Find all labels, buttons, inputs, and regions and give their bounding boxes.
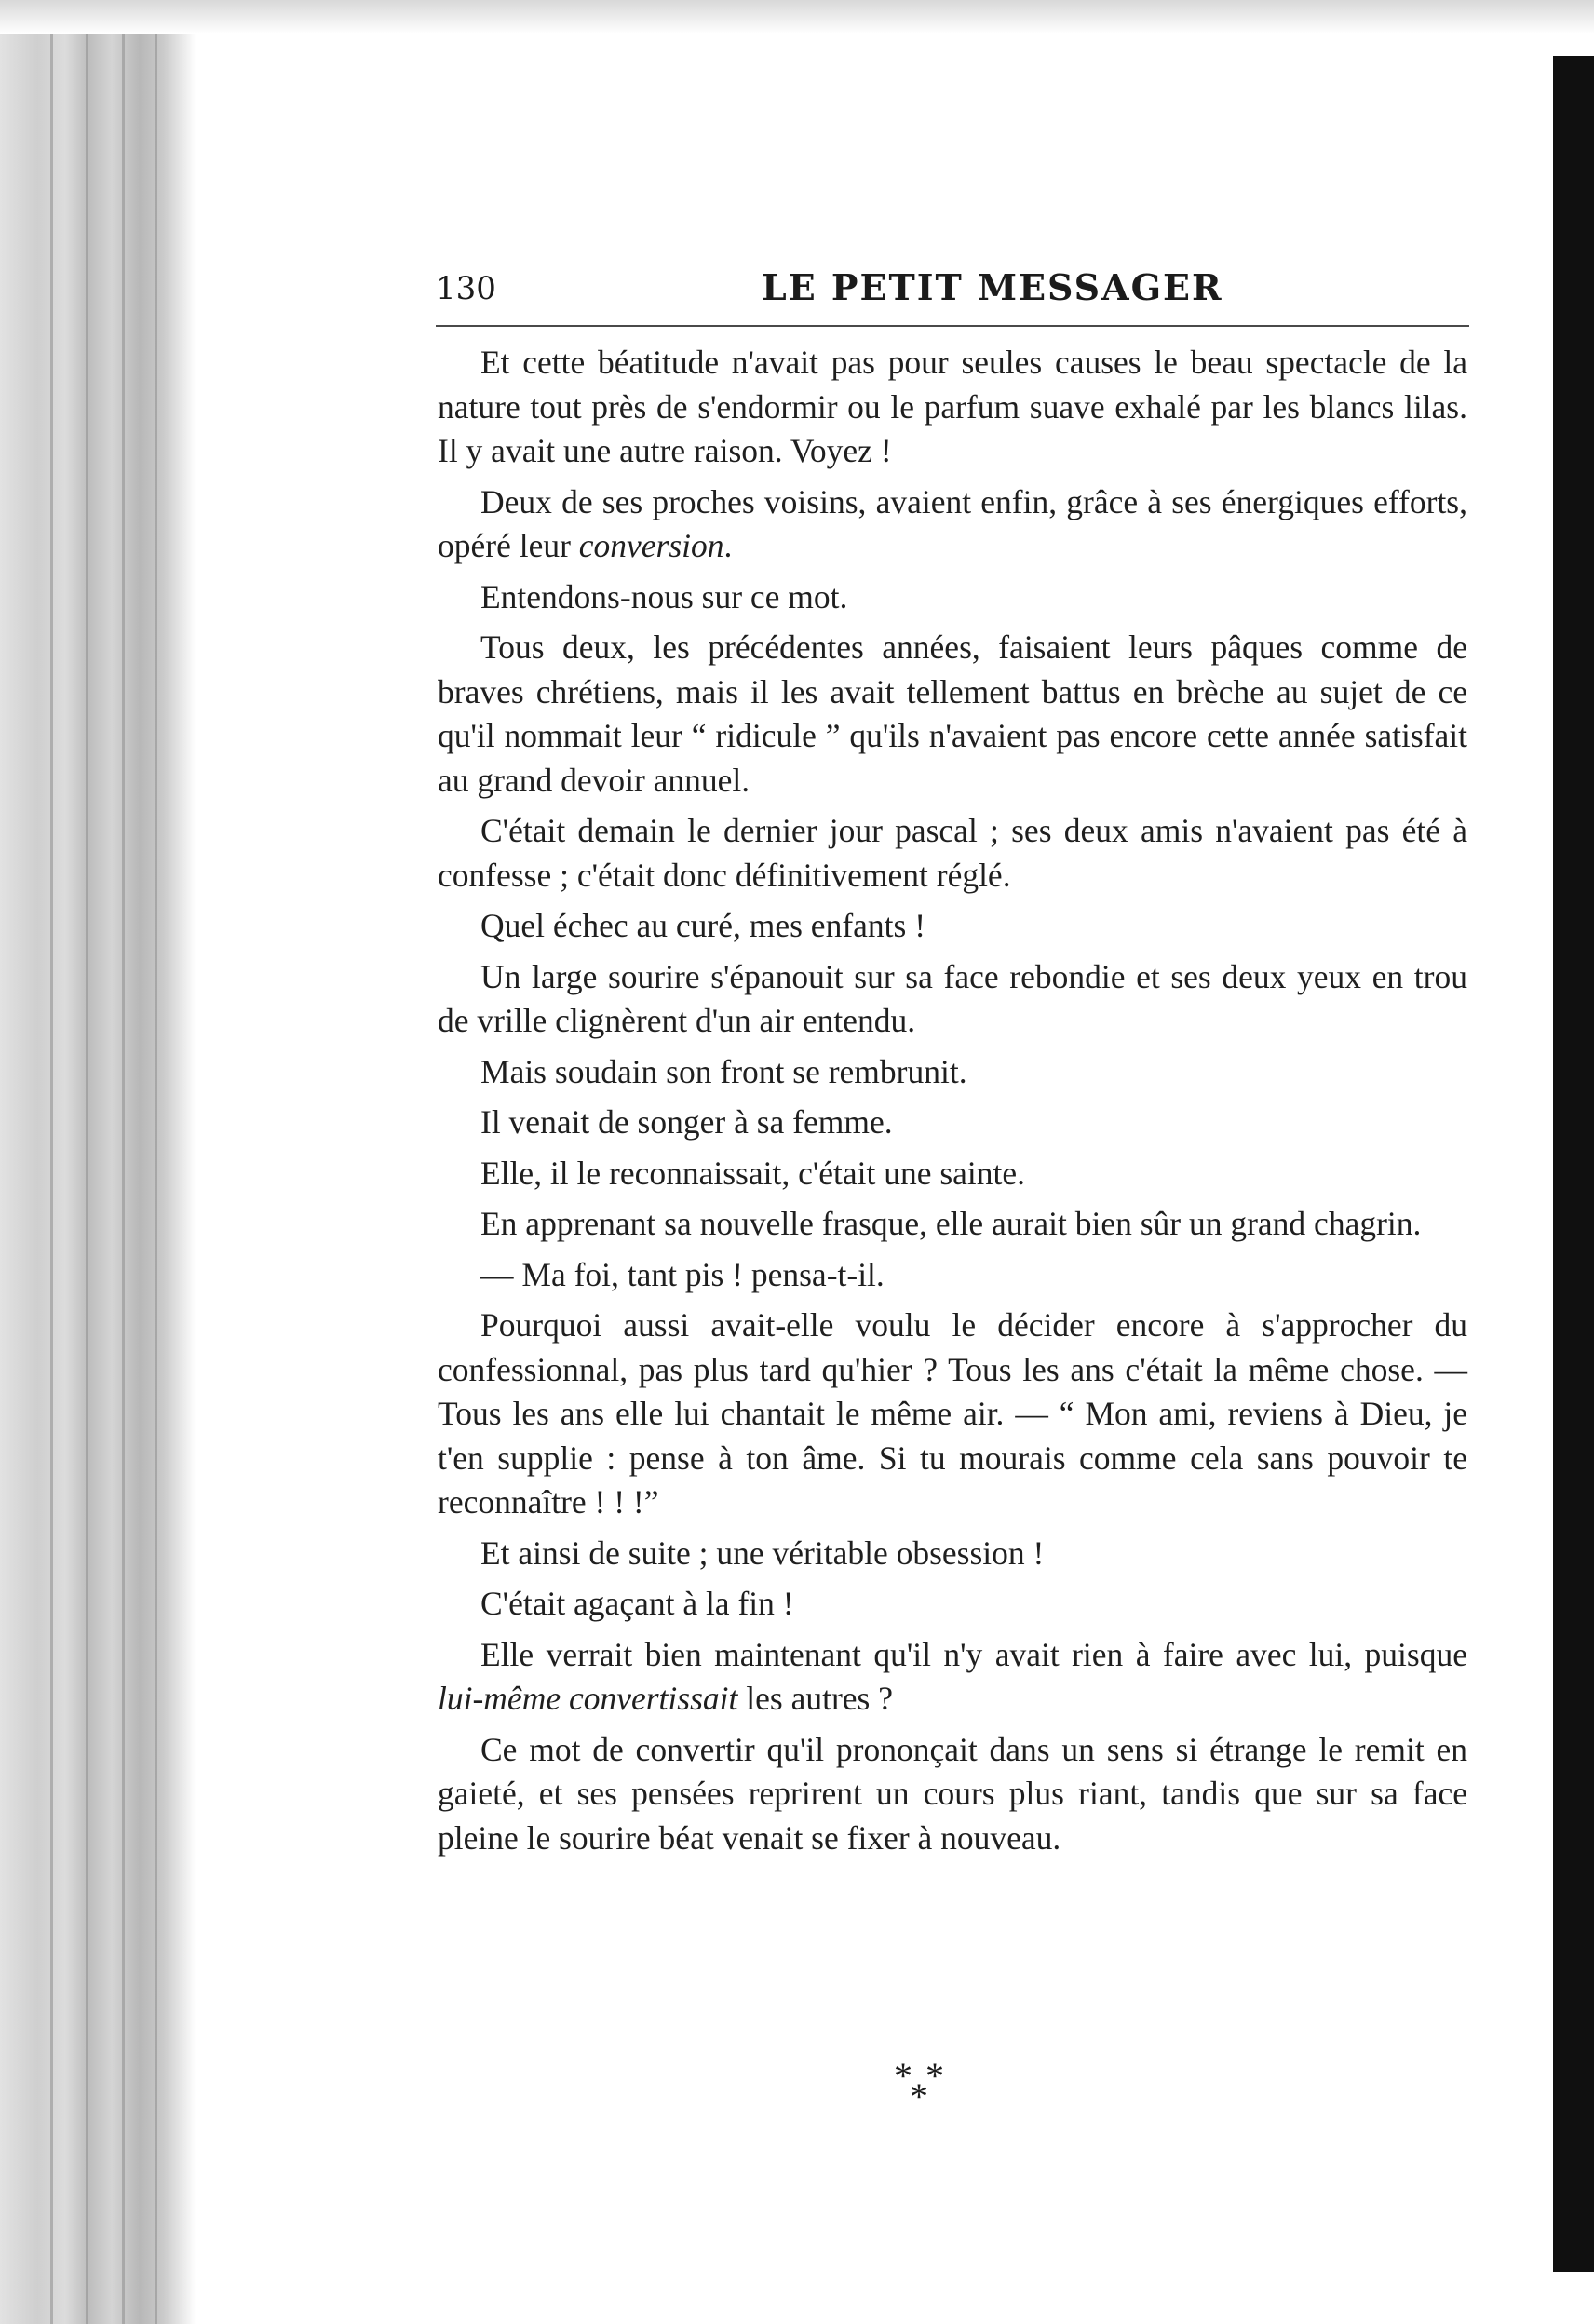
paragraph: Deux de ses proches voisins, avaient enfin, grâce à ses énergiques efforts, opéré leur conversion. bbox=[438, 482, 1467, 564]
running-title: LE PETIT MESSAGER bbox=[762, 266, 1223, 308]
running-head bbox=[436, 263, 1469, 318]
paragraph: En apprenant sa nouvelle frasque, elle aurait bien sûr un grand chagrin. bbox=[480, 1205, 1422, 1242]
italic-emphasis: conversion bbox=[578, 527, 724, 564]
paragraph: Mais soudain son front se rembrunit. bbox=[480, 1052, 967, 1090]
paragraph: C'était demain le dernier jour pascal ; ses deux amis n'avaient pas été à confesse ; c'était donc définitivement réglé. bbox=[438, 812, 1467, 894]
paragraph: Un large sourire s'épanouit sur sa face rebondie et ses deux yeux en trou de vrille clignèrent d'un air entendu. bbox=[438, 957, 1467, 1039]
paragraph: Entendons-nous sur ce mot. bbox=[480, 577, 848, 615]
paragraph: Elle verrait bien maintenant qu'il n'y avait rien à faire avec lui, puisque lui-même convertissait les autres ? bbox=[438, 1635, 1467, 1717]
book-page-edges bbox=[0, 0, 196, 2324]
paragraph: Il venait de songer à sa femme. bbox=[480, 1103, 893, 1141]
page-edge-line bbox=[122, 0, 125, 2324]
section-asterism bbox=[894, 2054, 968, 2119]
paragraph: Elle, il le reconnaissait, c'était une sainte. bbox=[480, 1154, 1026, 1192]
header-rule bbox=[436, 325, 1469, 327]
paragraph: Ce mot de convertir qu'il prononçait dans un sens si étrange le remit en gaieté, et ses pensées reprirent un cours plus riant, tandis que sur sa face pleine le sourire béat venait se fixer à nouveau. bbox=[438, 1730, 1467, 1857]
paragraph: Quel échec au curé, mes enfants ! bbox=[480, 907, 926, 944]
page-top-shadow bbox=[0, 0, 1594, 34]
body-text bbox=[438, 341, 1467, 1867]
paragraph: C'était agaçant à la fin ! bbox=[480, 1585, 794, 1622]
asterism-star: * bbox=[910, 2075, 928, 2117]
asterism-star: * bbox=[894, 2055, 912, 2097]
page-edge-line bbox=[50, 0, 53, 2324]
italic-emphasis: lui-même convertissait bbox=[438, 1680, 738, 1717]
paragraph: Pourquoi aussi avait-elle voulu le décider encore à s'approcher du confessionnal, pas plus tard qu'hier ? Tous les ans c'était la même chose. — Tous les ans elle lui chantait le même air. — “ Mon ami, reviens à Dieu, je t'en supplie : pense à ton âme. Si tu mourais comme cela sans pouvoir te reconnaître ! ! !” bbox=[438, 1306, 1467, 1520]
paragraph: — Ma foi, tant pis ! pensa-t-il. bbox=[480, 1255, 885, 1293]
page-edge-line bbox=[86, 0, 88, 2324]
page-edge-line bbox=[155, 0, 157, 2324]
page-number: 130 bbox=[436, 270, 496, 307]
book-binding-edge bbox=[1553, 56, 1594, 2272]
paragraph: Et cette béatitude n'avait pas pour seules causes le beau spectacle de la nature tout près de s'endormir ou le parfum suave exhalé par les blancs lilas. Il y avait une autre raison. Voyez ! bbox=[438, 344, 1467, 469]
paragraph: Tous deux, les précédentes années, faisaient leurs pâques comme de braves chrétiens, mais il les avait tellement battus en brèche au sujet de ce qu'il nommait leur “ ridicule ” qu'ils n'avaient pas encore cette année satisfait au grand devoir annuel. bbox=[438, 628, 1467, 799]
paragraph: Et ainsi de suite ; une véritable obsession ! bbox=[480, 1534, 1045, 1572]
asterism-star: * bbox=[925, 2055, 944, 2097]
